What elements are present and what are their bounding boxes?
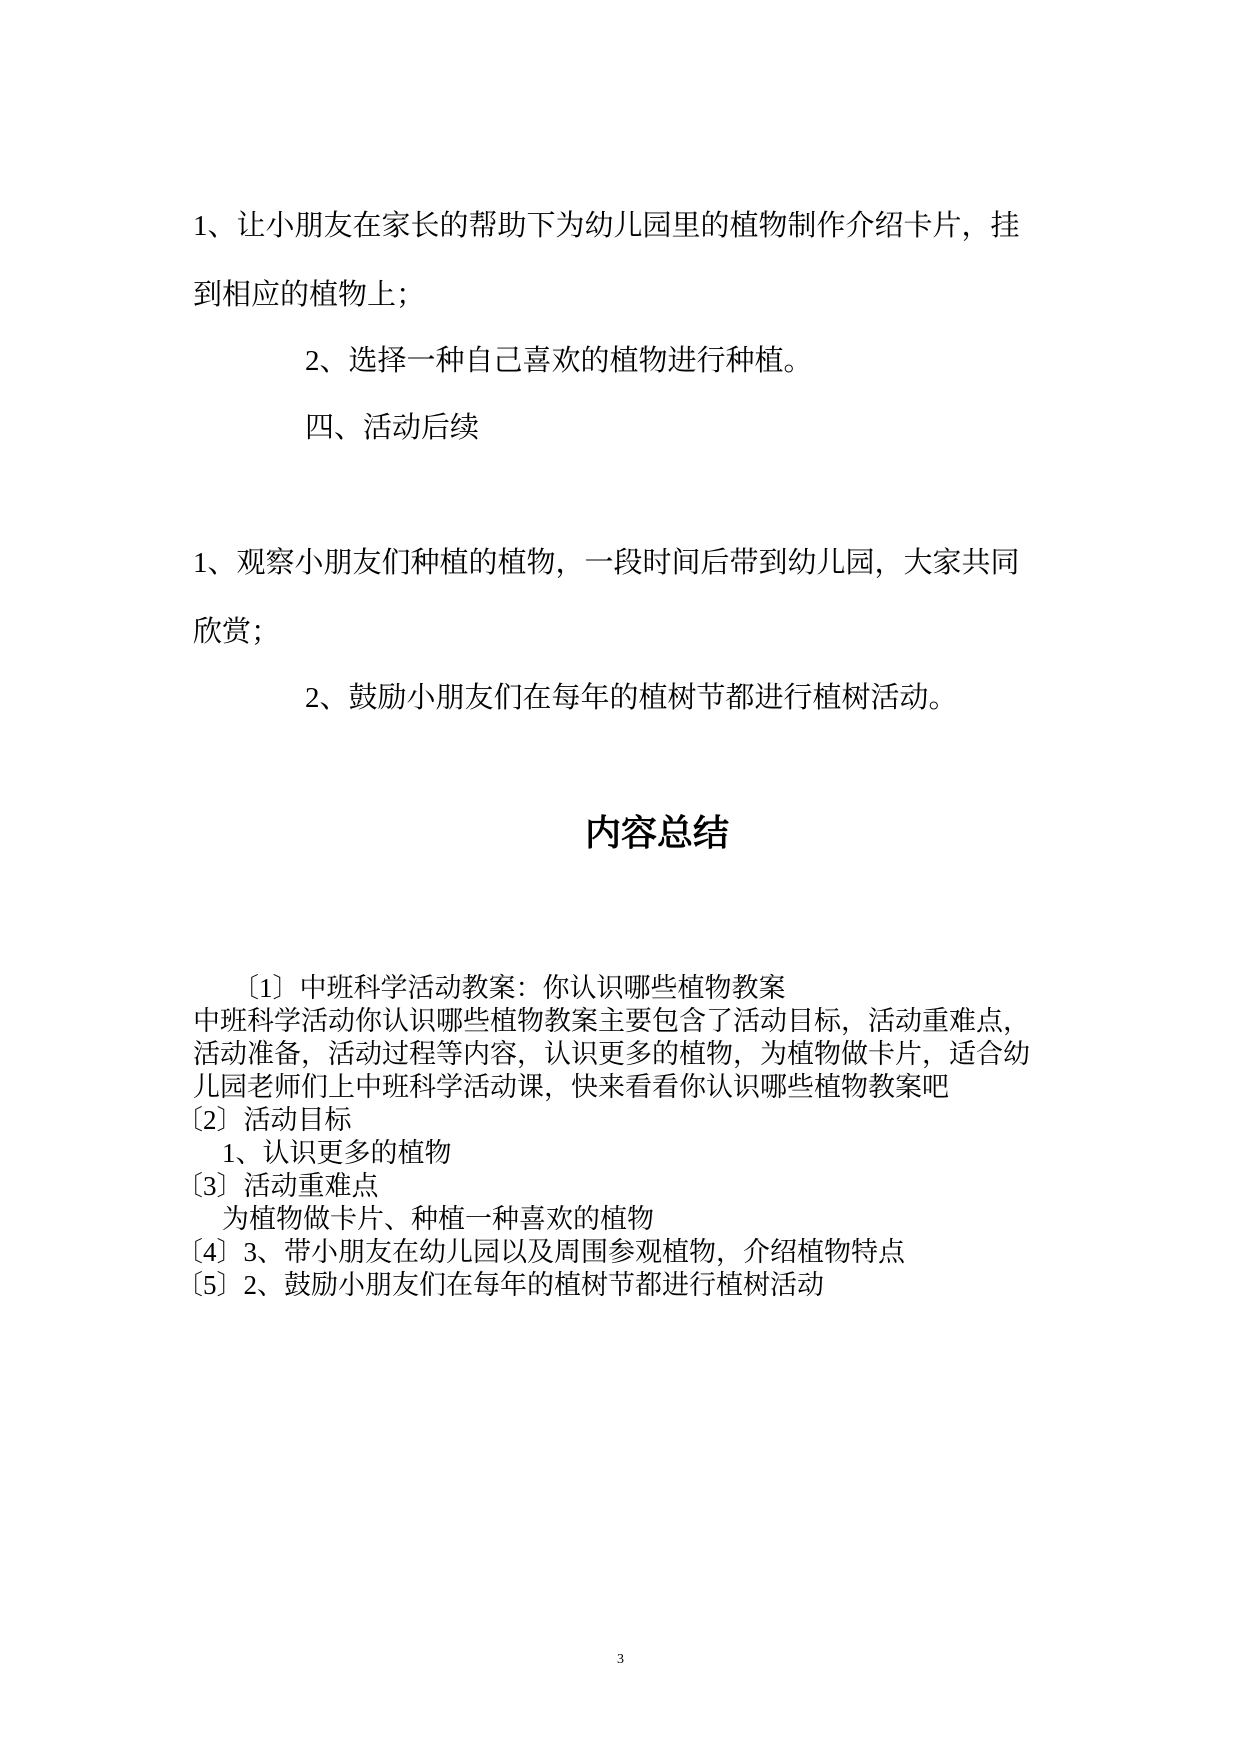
follow-up-step-2: 2、鼓励小朋友们在每年的植树节都进行植树活动。: [305, 682, 958, 714]
summary-item-2-text: 1、认识更多的植物: [222, 1138, 452, 1168]
page-number: 3: [617, 1652, 624, 1667]
follow-up-step-1-line-1: 1、观察小朋友们种植的植物，一段时间后带到幼儿园，大家共同: [193, 547, 1020, 579]
summary-item-1-text-line-3: 儿园老师们上中班科学活动课，快来看看你认识哪些植物教案吧: [193, 1072, 949, 1102]
summary-item-3-text: 为植物做卡片、种植一种喜欢的植物: [222, 1204, 654, 1234]
summary-item-4: 〔4〕3、带小朋友在幼儿园以及周围参观植物，介绍植物特点: [176, 1237, 905, 1267]
follow-up-step-1-line-2: 欣赏；: [193, 616, 281, 648]
extension-step-1-line-1: 1、让小朋友在家长的帮助下为幼儿园里的植物制作介绍卡片，挂: [193, 210, 1020, 242]
summary-item-2-title: 〔2〕活动目标: [176, 1105, 352, 1135]
summary-item-5: 〔5〕2、鼓励小朋友们在每年的植树节都进行植树活动: [176, 1270, 824, 1300]
section-heading-follow-up: 四、活动后续: [305, 412, 480, 444]
summary-item-1-text-line-1: 中班科学活动你认识哪些植物教案主要包含了活动目标，活动重难点，: [193, 1006, 1030, 1036]
summary-heading: 内容总结: [584, 813, 729, 853]
summary-item-1-text-line-2: 活动准备，活动过程等内容，认识更多的植物，为植物做卡片，适合幼: [193, 1039, 1030, 1069]
summary-item-3-title: 〔3〕活动重难点: [176, 1171, 379, 1201]
extension-step-2: 2、选择一种自己喜欢的植物进行种植。: [305, 345, 813, 377]
summary-item-1-title: 〔1〕中班科学活动教案：你认识哪些植物教案: [232, 973, 786, 1003]
extension-step-1-line-2: 到相应的植物上；: [193, 279, 426, 311]
